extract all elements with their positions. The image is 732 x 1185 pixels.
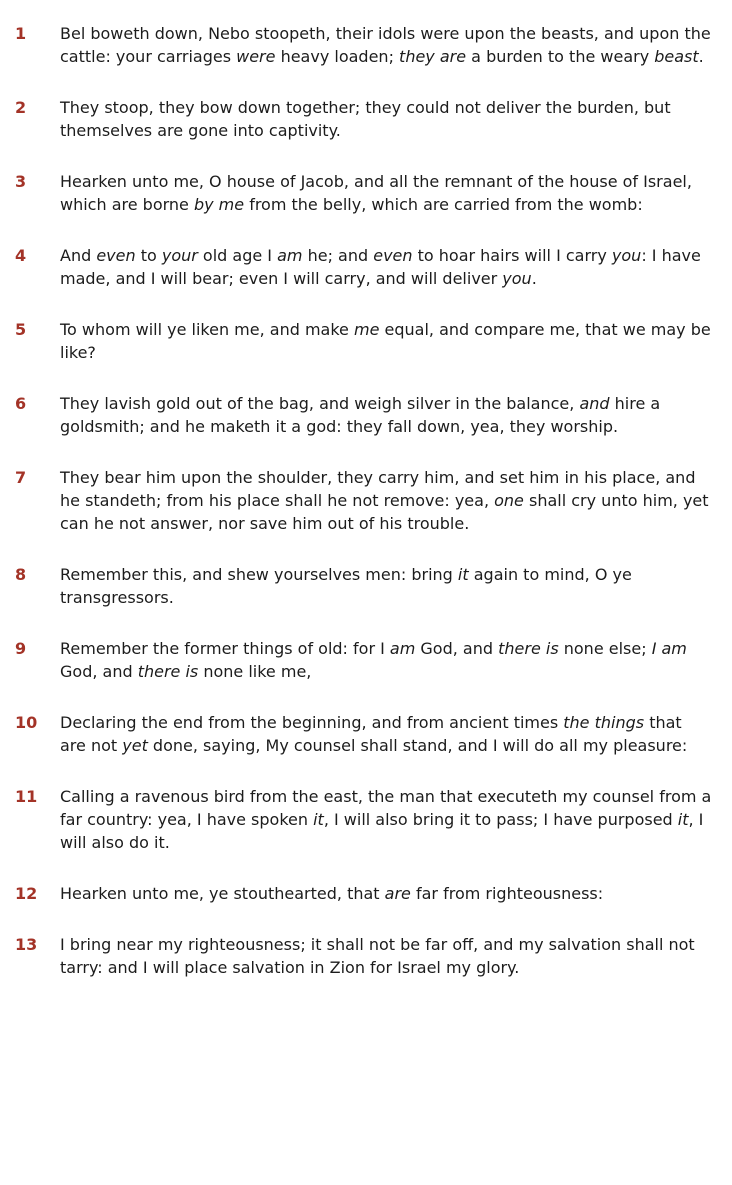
verse-text-segment: heavy loaden;	[275, 47, 400, 66]
verse-text-segment: shall cry unto him, yet can he not answer, nor save him out of his trouble.	[60, 491, 709, 533]
verse-text	[60, 22, 712, 68]
verse	[15, 637, 712, 683]
verse-text-segment-italic: I am	[651, 639, 687, 658]
verse-text-segment-italic: it	[313, 810, 324, 829]
verse-text	[60, 711, 712, 757]
verse	[15, 882, 712, 905]
verse-text-segment: To whom will ye liken me, and make	[60, 320, 354, 339]
verse-text-segment: .	[531, 269, 537, 288]
verse-list	[15, 22, 712, 979]
verse-text-segment-italic: your	[161, 246, 198, 265]
verse-text-segment-italic: and	[579, 394, 610, 413]
verse-text-segment: Hearken unto me, ye stouthearted, that	[60, 884, 385, 903]
verse-number: 3	[15, 172, 27, 191]
verse-text-segment: God, and	[60, 662, 138, 681]
verse-text-segment: Hearken unto me, O house of Jacob, and all the remnant of the house of Israel, which are borne	[60, 172, 692, 214]
verse-text-segment: equal, and compare me, that we may be like?	[60, 320, 711, 362]
verse-text	[60, 170, 712, 216]
verse-text-segment-italic: even	[96, 246, 136, 265]
verse-number: 6	[15, 394, 27, 413]
verse	[15, 244, 712, 290]
verse-text-segment: : I have made, and I will bear; even I will carry, and will deliver	[60, 246, 701, 288]
verse-text-segment: from the belly, which are carried from the womb:	[244, 195, 643, 214]
verse-text-segment: hire a goldsmith; and he maketh it a god: they fall down, yea, they worship.	[60, 394, 661, 436]
verse-text-segment: Remember this, and shew yourselves men: bring	[60, 565, 458, 584]
verse-text-segment-italic: even	[373, 246, 413, 265]
verse-text	[60, 785, 712, 854]
verse-text-segment-italic: by me	[193, 195, 245, 214]
verse	[15, 785, 712, 854]
verse-text-segment-italic: am	[389, 639, 416, 658]
verse-text	[60, 933, 712, 979]
verse-number: 12	[15, 884, 38, 903]
verse-text	[60, 318, 712, 364]
verse-number: 1	[15, 24, 27, 43]
verse	[15, 22, 712, 68]
verse-number: 5	[15, 320, 27, 339]
verse-text-segment: far from righteousness:	[410, 884, 604, 903]
verse-text-segment: And	[60, 246, 97, 265]
verse	[15, 318, 712, 364]
verse-text-segment: They bear him upon the shoulder, they carry him, and set him in his place, and he standeth; from his place shall he not remove: yea,	[60, 468, 696, 510]
verse-text-segment-italic: you	[611, 246, 642, 265]
verse-text	[60, 466, 712, 535]
verse-text-segment-italic: me	[353, 320, 380, 339]
verse	[15, 170, 712, 216]
verse-text-segment: , I will also do it.	[60, 810, 704, 852]
verse-text-segment-italic: it	[457, 565, 469, 584]
verse-text-segment-italic: yet	[122, 736, 148, 755]
verse-text-segment-italic: there is	[498, 639, 559, 658]
verse-text	[60, 637, 712, 683]
verse-text-segment: a burden to the weary	[466, 47, 655, 66]
verse-text	[60, 882, 712, 905]
verse-text-segment: Calling a ravenous bird from the east, the man that executeth my counsel from a far country: yea, I have spoken	[60, 787, 712, 829]
verse-number: 13	[15, 935, 38, 954]
verse-text	[60, 563, 712, 609]
verse-number: 11	[15, 787, 38, 806]
verse-text-segment-italic: the things	[563, 713, 645, 732]
verse	[15, 466, 712, 535]
verse-text-segment: that are not	[60, 713, 682, 755]
verse-text-segment: again to mind, O ye transgressors.	[60, 565, 632, 607]
verse-text-segment: none like me,	[198, 662, 312, 681]
verse-text-segment: They stoop, they bow down together; they could not deliver the burden, but themselves are gone into captivity.	[60, 98, 671, 140]
verse-text-segment: Remember the former things of old: for I	[60, 639, 390, 658]
verse-text-segment: God, and	[415, 639, 499, 658]
verse-text-segment: he; and	[302, 246, 374, 265]
verse-text-segment: none else;	[558, 639, 652, 658]
verse-number: 4	[15, 246, 27, 265]
verse-text-segment: to	[135, 246, 162, 265]
verse-text-segment: .	[698, 47, 704, 66]
verse-text-segment-italic: am	[277, 246, 303, 265]
verse-text-segment: , I will also bring it to pass; I have purposed	[323, 810, 678, 829]
verse-text-segment-italic: there is	[137, 662, 199, 681]
verse-text-segment-italic: are	[384, 884, 411, 903]
verse-text-segment-italic: they are	[399, 47, 467, 66]
verse-number: 2	[15, 98, 27, 117]
verse-number: 7	[15, 468, 27, 487]
verse-text-segment: Declaring the end from the beginning, and from ancient times	[60, 713, 564, 732]
verse-text-segment: old age I	[197, 246, 278, 265]
verse-text-segment: They lavish gold out of the bag, and weigh silver in the balance,	[60, 394, 580, 413]
verse-number: 8	[15, 565, 27, 584]
verse-text-segment-italic: one	[494, 491, 524, 510]
verse-text-segment: to hoar hairs will I carry	[412, 246, 612, 265]
verse-text	[60, 96, 712, 142]
verse	[15, 392, 712, 438]
verse	[15, 711, 712, 757]
verse	[15, 933, 712, 979]
verse-text	[60, 244, 712, 290]
verse	[15, 96, 712, 142]
verse-text-segment: done, saying, My counsel shall stand, and I will do all my pleasure:	[147, 736, 688, 755]
verse-text-segment-italic: beast	[654, 47, 699, 66]
verse-text-segment-italic: it	[677, 810, 689, 829]
verse-text-segment-italic: you	[502, 269, 532, 288]
verse-text-segment-italic: were	[236, 47, 276, 66]
verse-text	[60, 392, 712, 438]
verse-number: 9	[15, 639, 27, 658]
verse-text-segment: Bel boweth down, Nebo stoopeth, their idols were upon the beasts, and upon the cattle: your carriages	[60, 24, 711, 66]
verse-text-segment: I bring near my righteousness; it shall not be far off, and my salvation shall not tarry: and I will place salvation in Zion for Israel my glory.	[60, 935, 695, 977]
verse-number: 10	[15, 713, 38, 732]
verse	[15, 563, 712, 609]
